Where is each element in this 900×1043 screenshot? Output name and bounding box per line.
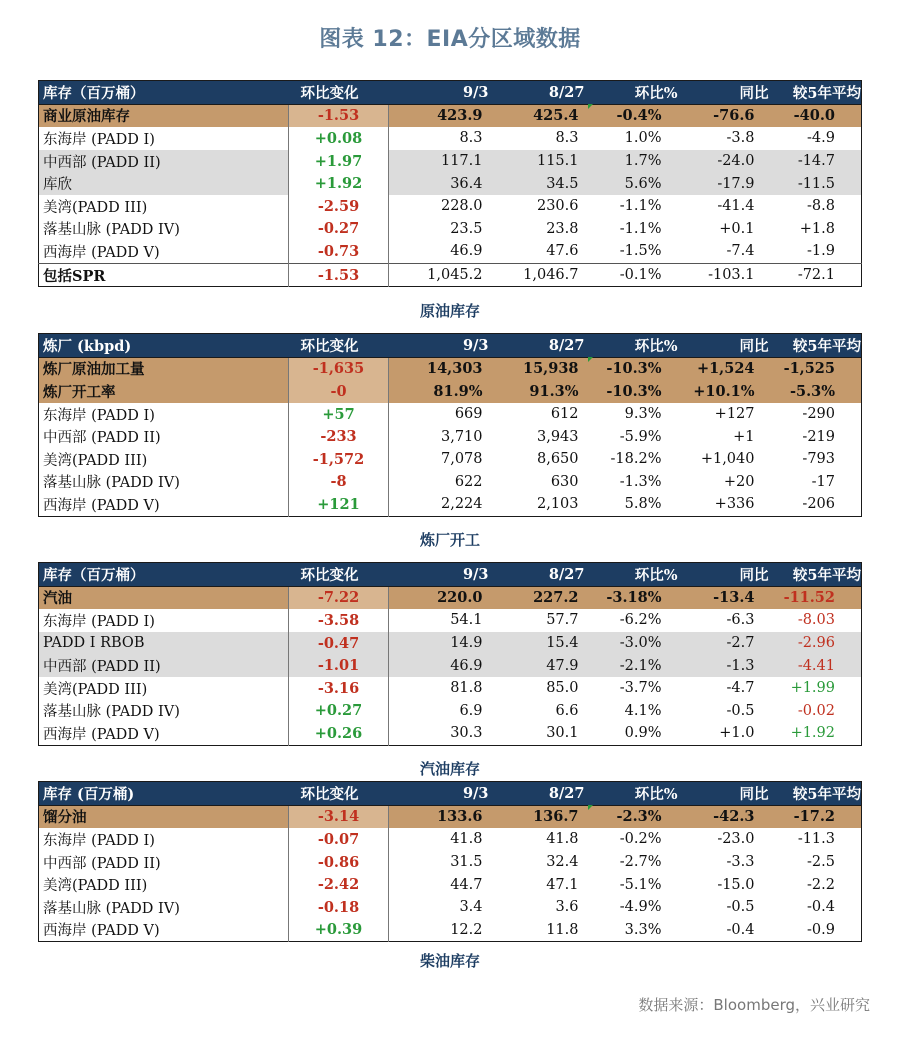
- header-yoy: 同比: [678, 782, 769, 806]
- row-change: -0.86: [289, 851, 389, 874]
- row-avg5: -17: [811, 473, 835, 490]
- row-prev: 8,650: [536, 451, 579, 468]
- row-current: 1,045.2: [389, 263, 489, 287]
- row-prev: 15.4: [489, 632, 585, 655]
- header-label: 炼厂 (kbpd): [39, 334, 289, 358]
- row-change: -1.53: [289, 263, 389, 287]
- header-yoy: 同比: [678, 81, 769, 105]
- row-current: 46.9: [389, 654, 489, 677]
- row-prev: 6.6: [555, 702, 579, 719]
- row-change: -3.16: [289, 677, 389, 700]
- row-pct: -0.1%: [585, 263, 678, 287]
- row-change: -3.14: [289, 805, 389, 828]
- table-row: [39, 263, 862, 287]
- row-pct: -2.7%: [619, 854, 662, 871]
- row-prev: 1,046.7: [489, 263, 585, 287]
- table-row: [39, 919, 862, 942]
- header-date-prev: 8/27: [489, 334, 585, 358]
- header-change: 环比变化: [289, 563, 389, 587]
- row-pct: -1.5%: [619, 243, 662, 260]
- table-header: [39, 563, 862, 587]
- row-yoy: -103.1: [678, 263, 769, 287]
- row-change: -233: [289, 425, 389, 448]
- row-label: 西海岸 (PADD V): [43, 923, 160, 940]
- row-pct: -3.7%: [619, 680, 662, 697]
- table-header: [39, 334, 862, 358]
- row-current: 220.0: [389, 586, 489, 609]
- row-change: +0.26: [289, 722, 389, 745]
- row-yoy: -76.6: [678, 104, 769, 127]
- header-change: 环比变化: [289, 334, 389, 358]
- crude-inventory-table: [38, 80, 862, 287]
- row-current: 8.3: [459, 130, 483, 147]
- table-caption: 炼厂开工: [419, 531, 480, 549]
- row-avg5: -14.7: [769, 150, 862, 173]
- table-row: [39, 448, 862, 471]
- comment-marker-icon: [588, 104, 593, 109]
- header-pct: 环比%: [585, 81, 678, 105]
- row-label: 东海岸 (PADD I): [43, 407, 155, 424]
- header-change: 环比变化: [289, 782, 389, 806]
- row-avg5: -793: [802, 451, 835, 468]
- row-pct: -18.2%: [610, 451, 662, 468]
- row-current: 6.9: [459, 702, 483, 719]
- row-pct: -5.9%: [619, 428, 662, 445]
- row-pct: -10.3%: [585, 357, 678, 380]
- row-label: 炼厂开工率: [39, 380, 289, 403]
- row-prev: 47.9: [489, 654, 585, 677]
- row-current: 36.4: [389, 172, 489, 195]
- row-change: +57: [289, 403, 389, 426]
- table-row: [39, 609, 862, 632]
- row-pct: -2.1%: [585, 654, 678, 677]
- row-prev: 230.6: [536, 198, 579, 215]
- row-yoy: +336: [714, 496, 755, 513]
- row-prev: 2,103: [536, 496, 579, 513]
- row-prev: 227.2: [489, 586, 585, 609]
- header-date-prev: 8/27: [489, 782, 585, 806]
- row-change: -0.27: [289, 218, 389, 241]
- row-yoy: +127: [714, 406, 755, 423]
- row-yoy: -0.4: [726, 921, 755, 938]
- row-change: +0.27: [289, 700, 389, 723]
- row-pct: -1.3%: [619, 473, 662, 490]
- row-pct: -0.2%: [619, 831, 662, 848]
- header-change: 环比变化: [289, 81, 389, 105]
- header-date-current: 9/3: [389, 563, 489, 587]
- table-row: [39, 218, 862, 241]
- header-pct: 环比%: [585, 334, 678, 358]
- table-row: [39, 896, 862, 919]
- row-label: 中西部 (PADD II): [43, 430, 161, 447]
- row-current: 30.3: [450, 725, 483, 742]
- row-avg5: -5.3%: [769, 380, 862, 403]
- header-date-current: 9/3: [389, 782, 489, 806]
- row-avg5: -4.9: [807, 130, 835, 147]
- row-avg5: +1.99: [790, 680, 835, 697]
- row-prev: 3.6: [555, 899, 579, 916]
- row-avg5: -4.41: [769, 654, 862, 677]
- table-row: [39, 828, 862, 851]
- row-pct: -1.1%: [619, 198, 662, 215]
- row-label: 东海岸 (PADD I): [43, 131, 155, 148]
- row-pct: -3.18%: [585, 586, 678, 609]
- row-pct: -1.1%: [619, 220, 662, 237]
- row-label: 馏分油: [39, 805, 289, 828]
- row-pct: -3.0%: [585, 632, 678, 655]
- row-change: -0.73: [289, 240, 389, 263]
- row-avg5: -1,525: [769, 357, 862, 380]
- table-row: [39, 104, 862, 127]
- row-prev: 30.1: [546, 725, 579, 742]
- row-prev: 15,938: [489, 357, 585, 380]
- row-label: 美湾(PADD III): [43, 452, 148, 469]
- row-current: 14,303: [389, 357, 489, 380]
- row-prev: 85.0: [546, 680, 579, 697]
- table-row: [39, 873, 862, 896]
- row-change: -1,572: [289, 448, 389, 471]
- row-prev: 23.8: [546, 220, 579, 237]
- row-current: 41.8: [450, 831, 483, 848]
- header-pct: 环比%: [585, 563, 678, 587]
- page-title: 图表 12：EIA分区域数据: [319, 27, 581, 52]
- row-avg5: -2.5: [807, 854, 835, 871]
- row-current: 669: [454, 406, 483, 423]
- row-change: -2.42: [289, 873, 389, 896]
- table-row: [39, 195, 862, 218]
- row-current: 81.8: [450, 680, 483, 697]
- table-row: [39, 357, 862, 380]
- row-yoy: -7.4: [726, 243, 755, 260]
- row-yoy: +20: [723, 473, 755, 490]
- table-row: [39, 127, 862, 150]
- row-yoy: -24.0: [678, 150, 769, 173]
- row-label: 库欣: [39, 172, 289, 195]
- row-current: 7,078: [440, 451, 483, 468]
- distillate-table: [38, 781, 862, 942]
- row-pct: 5.8%: [624, 496, 662, 513]
- row-pct: -5.1%: [619, 876, 662, 893]
- row-current: 54.1: [450, 612, 483, 629]
- row-prev: 630: [550, 473, 579, 490]
- row-yoy: -2.7: [678, 632, 769, 655]
- header-date-prev: 8/27: [489, 563, 585, 587]
- row-yoy: +1,040: [700, 451, 755, 468]
- row-avg5: -219: [802, 428, 835, 445]
- row-current: 3.4: [459, 899, 483, 916]
- header-avg5: 较5年平均: [769, 334, 862, 358]
- header-label: 库存（百万桶）: [39, 81, 289, 105]
- row-prev: 34.5: [489, 172, 585, 195]
- row-avg5: -72.1: [769, 263, 862, 287]
- row-label: 西海岸 (PADD V): [43, 726, 160, 743]
- row-label: 东海岸 (PADD I): [43, 832, 155, 849]
- header-yoy: 同比: [678, 334, 769, 358]
- row-avg5: +1.92: [790, 725, 835, 742]
- row-avg5: -2.96: [769, 632, 862, 655]
- row-yoy: +1.0: [719, 725, 755, 742]
- header-date-current: 9/3: [389, 334, 489, 358]
- row-yoy: +10.1%: [678, 380, 769, 403]
- row-label: 包括SPR: [39, 263, 289, 287]
- row-prev: 47.6: [546, 243, 579, 260]
- table-row: [39, 471, 862, 494]
- source-note: 数据来源：Bloomberg，兴业研究: [638, 996, 870, 1014]
- header-pct: 环比%: [585, 782, 678, 806]
- table-row: [39, 851, 862, 874]
- row-change: -3.58: [289, 609, 389, 632]
- row-current: 81.9%: [389, 380, 489, 403]
- table-row: [39, 403, 862, 426]
- row-prev: 47.1: [546, 876, 579, 893]
- row-yoy: -15.0: [717, 876, 755, 893]
- row-label: 美湾(PADD III): [43, 878, 148, 895]
- row-avg5: -11.5: [769, 172, 862, 195]
- row-current: 117.1: [389, 150, 489, 173]
- row-avg5: -0.02: [797, 702, 835, 719]
- row-change: -7.22: [289, 586, 389, 609]
- row-label: 美湾(PADD III): [43, 199, 148, 216]
- row-avg5: -0.4: [807, 899, 835, 916]
- row-avg5: -17.2: [769, 805, 862, 828]
- row-yoy: +0.1: [719, 220, 755, 237]
- row-label: 东海岸 (PADD I): [43, 613, 155, 630]
- row-avg5: -2.2: [807, 876, 835, 893]
- row-prev: 11.8: [546, 921, 579, 938]
- table-row: [39, 586, 862, 609]
- row-yoy: -42.3: [678, 805, 769, 828]
- row-change: +0.08: [289, 127, 389, 150]
- row-change: +1.92: [289, 172, 389, 195]
- row-label: 商业原油库存: [39, 104, 289, 127]
- row-pct: 1.0%: [624, 130, 662, 147]
- row-label: 落基山脉 (PADD IV): [43, 900, 180, 917]
- row-pct: -0.4%: [585, 104, 678, 127]
- table-row: [39, 700, 862, 723]
- row-label: 中西部 (PADD II): [43, 855, 161, 872]
- row-current: 46.9: [450, 243, 483, 260]
- row-label: 落基山脉 (PADD IV): [43, 475, 180, 492]
- row-current: 228.0: [440, 198, 483, 215]
- row-avg5: -40.0: [769, 104, 862, 127]
- table-caption: 汽油库存: [419, 760, 480, 778]
- row-avg5: -206: [802, 496, 835, 513]
- row-label: 西海岸 (PADD V): [43, 244, 160, 261]
- row-yoy: +1: [733, 428, 755, 445]
- table-row: [39, 380, 862, 403]
- row-change: +0.39: [289, 919, 389, 942]
- table-row: [39, 654, 862, 677]
- row-prev: 115.1: [489, 150, 585, 173]
- row-yoy: -1.3: [678, 654, 769, 677]
- header-yoy: 同比: [678, 563, 769, 587]
- row-pct: 0.9%: [624, 725, 662, 742]
- row-label: 落基山脉 (PADD IV): [43, 704, 180, 721]
- row-yoy: -41.4: [717, 198, 755, 215]
- row-label: 炼厂原油加工量: [39, 357, 289, 380]
- table-row: [39, 677, 862, 700]
- gasoline-table: [38, 562, 862, 746]
- row-change: -0.07: [289, 828, 389, 851]
- row-prev: 3,943: [536, 428, 579, 445]
- table-row: [39, 493, 862, 516]
- row-change: -1.01: [289, 654, 389, 677]
- table-caption: 柴油库存: [419, 952, 480, 970]
- row-change: -0: [289, 380, 389, 403]
- refinery-table: [38, 333, 862, 517]
- row-yoy: -17.9: [678, 172, 769, 195]
- row-change: -2.59: [289, 195, 389, 218]
- row-avg5: +1.8: [799, 220, 835, 237]
- header-avg5: 较5年平均: [769, 782, 862, 806]
- table-row: [39, 805, 862, 828]
- row-prev: 8.3: [555, 130, 579, 147]
- row-current: 2,224: [440, 496, 483, 513]
- row-pct: -4.9%: [619, 899, 662, 916]
- row-prev: 136.7: [489, 805, 585, 828]
- row-change: -0.47: [289, 632, 389, 655]
- table-row: [39, 240, 862, 263]
- row-change: -8: [289, 471, 389, 494]
- row-avg5: -290: [802, 406, 835, 423]
- row-yoy: -3.8: [726, 130, 755, 147]
- row-prev: 32.4: [546, 854, 579, 871]
- row-current: 23.5: [450, 220, 483, 237]
- row-prev: 612: [550, 406, 579, 423]
- table-header: [39, 81, 862, 105]
- row-change: +1.97: [289, 150, 389, 173]
- header-avg5: 较5年平均: [769, 81, 862, 105]
- row-pct: -10.3%: [585, 380, 678, 403]
- row-avg5: -11.52: [769, 586, 862, 609]
- row-current: 31.5: [450, 854, 483, 871]
- header-date-prev: 8/27: [489, 81, 585, 105]
- row-label: 落基山脉 (PADD IV): [43, 222, 180, 239]
- row-yoy: -4.7: [726, 680, 755, 697]
- header-avg5: 较5年平均: [769, 563, 862, 587]
- table-row: [39, 172, 862, 195]
- row-current: 3,710: [440, 428, 483, 445]
- row-label: 汽油: [39, 586, 289, 609]
- row-change: +121: [289, 493, 389, 516]
- row-pct: 9.3%: [624, 406, 662, 423]
- row-label: 美湾(PADD III): [43, 681, 148, 698]
- table-caption: 原油库存: [419, 302, 480, 320]
- table-row: [39, 632, 862, 655]
- row-label: 中西部 (PADD II): [39, 654, 289, 677]
- row-pct: 5.6%: [585, 172, 678, 195]
- table-row: [39, 425, 862, 448]
- row-label: PADD I RBOB: [39, 632, 289, 655]
- table-row: [39, 722, 862, 745]
- header-date-current: 9/3: [389, 81, 489, 105]
- row-yoy: -0.5: [726, 899, 755, 916]
- row-pct: 1.7%: [585, 150, 678, 173]
- row-yoy: -0.5: [726, 702, 755, 719]
- header-label: 库存 (百万桶): [39, 782, 289, 806]
- row-pct: -6.2%: [619, 612, 662, 629]
- row-pct: -2.3%: [585, 805, 678, 828]
- row-pct: 4.1%: [624, 702, 662, 719]
- comment-marker-icon: [588, 357, 593, 362]
- row-change: -1.53: [289, 104, 389, 127]
- table-header: [39, 782, 862, 806]
- row-prev: 425.4: [489, 104, 585, 127]
- row-prev: 57.7: [546, 612, 579, 629]
- header-label: 库存（百万桶）: [39, 563, 289, 587]
- row-yoy: +1,524: [678, 357, 769, 380]
- row-current: 622: [454, 473, 483, 490]
- row-change: -0.18: [289, 896, 389, 919]
- row-label: 中西部 (PADD II): [39, 150, 289, 173]
- row-avg5: -0.9: [807, 921, 835, 938]
- row-current: 12.2: [450, 921, 483, 938]
- row-current: 44.7: [450, 876, 483, 893]
- row-prev: 41.8: [546, 831, 579, 848]
- row-label: 西海岸 (PADD V): [43, 497, 160, 514]
- row-avg5: -11.3: [797, 831, 835, 848]
- row-prev: 91.3%: [489, 380, 585, 403]
- row-change: -1,635: [289, 357, 389, 380]
- row-avg5: -8.03: [797, 612, 835, 629]
- row-current: 133.6: [389, 805, 489, 828]
- row-current: 14.9: [389, 632, 489, 655]
- row-yoy: -13.4: [678, 586, 769, 609]
- row-yoy: -6.3: [726, 612, 755, 629]
- row-yoy: -3.3: [726, 854, 755, 871]
- row-yoy: -23.0: [717, 831, 755, 848]
- table-row: [39, 150, 862, 173]
- comment-marker-icon: [588, 805, 593, 810]
- row-avg5: -8.8: [807, 198, 835, 215]
- row-pct: 3.3%: [624, 921, 662, 938]
- row-current: 423.9: [389, 104, 489, 127]
- row-avg5: -1.9: [807, 243, 835, 260]
